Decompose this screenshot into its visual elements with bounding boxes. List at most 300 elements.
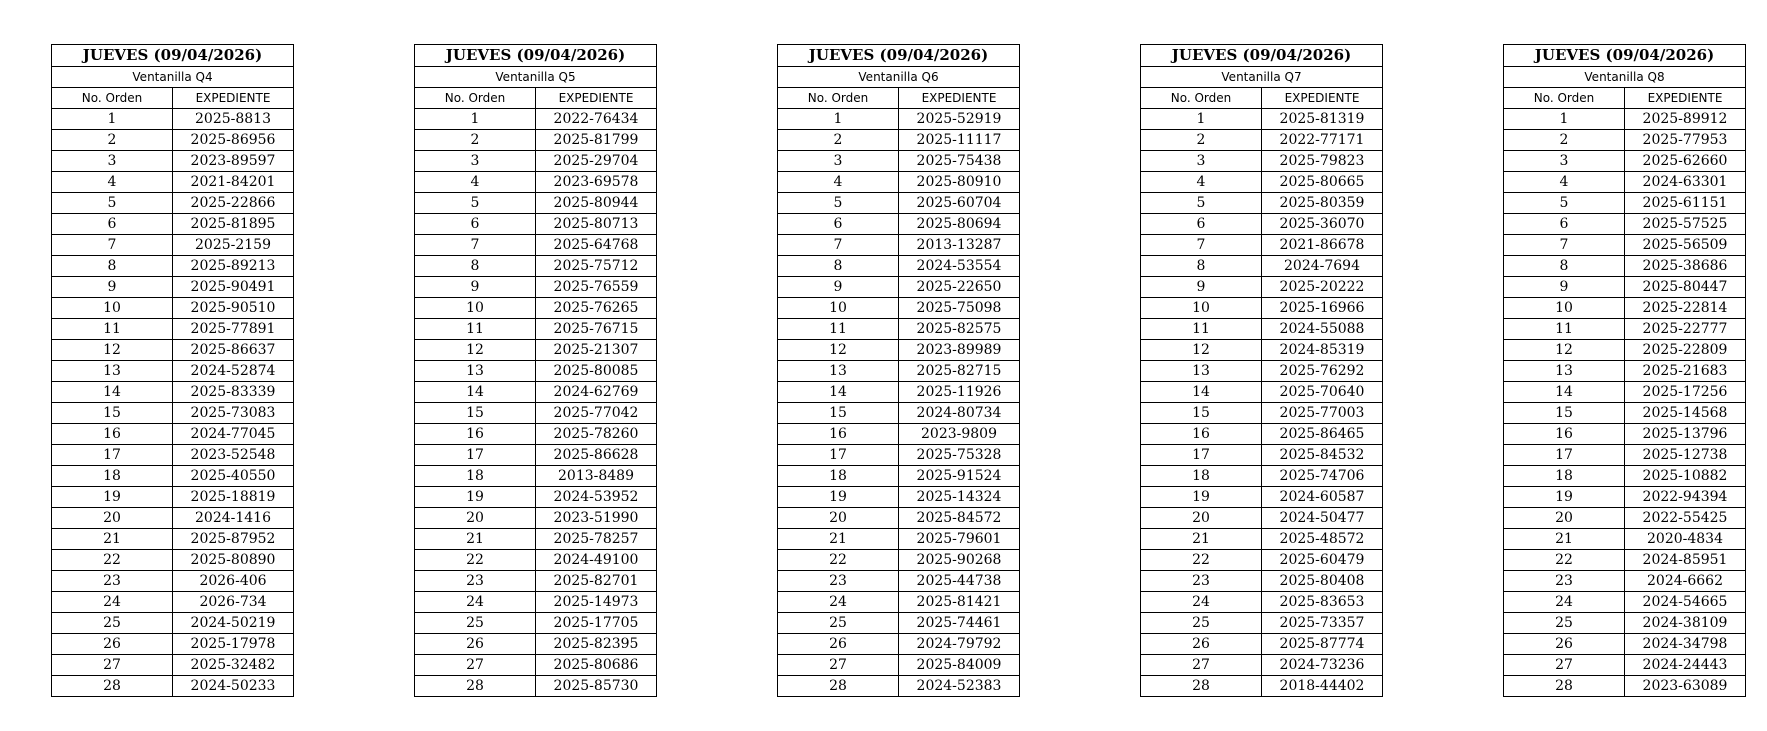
table-row xyxy=(1141,466,1383,487)
table-row xyxy=(778,550,1020,571)
expediente-value: 2024-49100 xyxy=(536,550,657,571)
expediente-value: 2024-1416 xyxy=(173,508,294,529)
table-row xyxy=(1141,613,1383,634)
table-row xyxy=(778,487,1020,508)
table-row xyxy=(52,403,294,424)
order-number: 15 xyxy=(415,403,536,424)
expediente-value: 2025-22809 xyxy=(1625,340,1746,361)
expediente-value: 2025-14324 xyxy=(899,487,1020,508)
order-number: 8 xyxy=(778,256,899,277)
day-row xyxy=(1141,45,1383,67)
order-number: 16 xyxy=(778,424,899,445)
header-row xyxy=(52,88,294,109)
expediente-value: 2024-34798 xyxy=(1625,634,1746,655)
order-number: 5 xyxy=(415,193,536,214)
expediente-value: 2025-77042 xyxy=(536,403,657,424)
column-header-expediente: EXPEDIENTE xyxy=(1262,88,1383,109)
order-number: 28 xyxy=(415,676,536,697)
order-number: 8 xyxy=(1141,256,1262,277)
table-row xyxy=(52,340,294,361)
order-number: 19 xyxy=(415,487,536,508)
order-number: 7 xyxy=(778,235,899,256)
column-header-orden: No. Orden xyxy=(52,88,173,109)
expediente-value: 2025-32482 xyxy=(173,655,294,676)
table-row xyxy=(415,592,657,613)
order-number: 25 xyxy=(1141,613,1262,634)
expediente-value: 2024-54665 xyxy=(1625,592,1746,613)
order-number: 26 xyxy=(1504,634,1625,655)
expediente-value: 2025-90491 xyxy=(173,277,294,298)
order-number: 23 xyxy=(415,571,536,592)
order-number: 1 xyxy=(1504,109,1625,130)
order-number: 26 xyxy=(52,634,173,655)
order-number: 23 xyxy=(778,571,899,592)
order-number: 2 xyxy=(778,130,899,151)
table-row xyxy=(415,424,657,445)
column-header-expediente: EXPEDIENTE xyxy=(536,88,657,109)
table-row xyxy=(415,403,657,424)
table-row xyxy=(1141,445,1383,466)
order-number: 28 xyxy=(778,676,899,697)
expediente-value: 2024-52383 xyxy=(899,676,1020,697)
expediente-value: 2025-29704 xyxy=(536,151,657,172)
table-row xyxy=(1504,466,1746,487)
table-row xyxy=(778,340,1020,361)
expediente-value: 2025-52919 xyxy=(899,109,1020,130)
table-row xyxy=(1504,529,1746,550)
order-number: 7 xyxy=(1504,235,1625,256)
expediente-value: 2020-4834 xyxy=(1625,529,1746,550)
order-number: 24 xyxy=(778,592,899,613)
order-number: 14 xyxy=(778,382,899,403)
table-row xyxy=(1141,529,1383,550)
day-row xyxy=(415,45,657,67)
table-row xyxy=(415,172,657,193)
order-number: 6 xyxy=(1141,214,1262,235)
expediente-value: 2025-82575 xyxy=(899,319,1020,340)
expediente-value: 2025-75098 xyxy=(899,298,1020,319)
order-number: 2 xyxy=(1504,130,1625,151)
column-header-expediente: EXPEDIENTE xyxy=(173,88,294,109)
expediente-value: 2025-2159 xyxy=(173,235,294,256)
expediente-value: 2025-76715 xyxy=(536,319,657,340)
expediente-value: 2024-52874 xyxy=(173,361,294,382)
order-number: 26 xyxy=(415,634,536,655)
window-row xyxy=(1504,67,1746,88)
order-number: 21 xyxy=(1504,529,1625,550)
header-row xyxy=(1141,88,1383,109)
table-row xyxy=(1141,172,1383,193)
table-row xyxy=(1141,592,1383,613)
expediente-value: 2025-79601 xyxy=(899,529,1020,550)
order-number: 25 xyxy=(415,613,536,634)
order-number: 5 xyxy=(778,193,899,214)
order-number: 21 xyxy=(415,529,536,550)
order-number: 25 xyxy=(1504,613,1625,634)
table-row xyxy=(1504,403,1746,424)
table-row xyxy=(1504,445,1746,466)
table-row xyxy=(1504,130,1746,151)
expediente-value: 2025-86628 xyxy=(536,445,657,466)
table-row xyxy=(778,214,1020,235)
table-row xyxy=(1504,109,1746,130)
order-number: 23 xyxy=(1504,571,1625,592)
expediente-value: 2025-87952 xyxy=(173,529,294,550)
table-row xyxy=(415,298,657,319)
table-row xyxy=(778,298,1020,319)
table-row xyxy=(1504,487,1746,508)
expediente-value: 2025-20222 xyxy=(1262,277,1383,298)
expediente-value: 2023-9809 xyxy=(899,424,1020,445)
column-header-orden: No. Orden xyxy=(415,88,536,109)
order-number: 28 xyxy=(1504,676,1625,697)
order-number: 2 xyxy=(415,130,536,151)
order-number: 5 xyxy=(1141,193,1262,214)
expediente-value: 2018-44402 xyxy=(1262,676,1383,697)
expediente-value: 2025-80447 xyxy=(1625,277,1746,298)
expediente-value: 2025-14973 xyxy=(536,592,657,613)
table-row xyxy=(1504,340,1746,361)
expediente-value: 2024-77045 xyxy=(173,424,294,445)
order-number: 18 xyxy=(52,466,173,487)
table-row xyxy=(415,235,657,256)
expediente-value: 2025-76559 xyxy=(536,277,657,298)
order-number: 5 xyxy=(52,193,173,214)
expediente-value: 2025-73357 xyxy=(1262,613,1383,634)
order-number: 18 xyxy=(778,466,899,487)
order-number: 9 xyxy=(778,277,899,298)
order-number: 9 xyxy=(52,277,173,298)
order-number: 5 xyxy=(1504,193,1625,214)
order-number: 16 xyxy=(1504,424,1625,445)
table-row xyxy=(1504,634,1746,655)
day-row xyxy=(52,45,294,67)
day-row xyxy=(778,45,1020,67)
table-row xyxy=(1141,487,1383,508)
order-number: 19 xyxy=(1141,487,1262,508)
order-number: 15 xyxy=(52,403,173,424)
order-number: 13 xyxy=(778,361,899,382)
expediente-value: 2024-60587 xyxy=(1262,487,1383,508)
expediente-value: 2025-77891 xyxy=(173,319,294,340)
order-number: 7 xyxy=(52,235,173,256)
table-row xyxy=(1141,634,1383,655)
expediente-value: 2025-80686 xyxy=(536,655,657,676)
table-row xyxy=(1141,382,1383,403)
table-row xyxy=(1141,298,1383,319)
order-number: 1 xyxy=(1141,109,1262,130)
expediente-value: 2024-79792 xyxy=(899,634,1020,655)
expediente-value: 2024-85319 xyxy=(1262,340,1383,361)
order-number: 10 xyxy=(1504,298,1625,319)
expediente-value: 2025-17256 xyxy=(1625,382,1746,403)
table-row xyxy=(1141,214,1383,235)
day-title: JUEVES (09/04/2026) xyxy=(52,45,294,67)
expediente-value: 2025-85730 xyxy=(536,676,657,697)
order-number: 28 xyxy=(52,676,173,697)
expediente-value: 2023-63089 xyxy=(1625,676,1746,697)
expediente-value: 2025-60479 xyxy=(1262,550,1383,571)
table-row xyxy=(778,319,1020,340)
day-title: JUEVES (09/04/2026) xyxy=(778,45,1020,67)
table-row xyxy=(1504,592,1746,613)
queue-table-q8 xyxy=(1503,44,1746,697)
expediente-value: 2025-18819 xyxy=(173,487,294,508)
table-row xyxy=(52,172,294,193)
order-number: 11 xyxy=(1141,319,1262,340)
expediente-value: 2025-84572 xyxy=(899,508,1020,529)
expediente-value: 2025-48572 xyxy=(1262,529,1383,550)
table-row xyxy=(1141,676,1383,697)
expediente-value: 2024-73236 xyxy=(1262,655,1383,676)
order-number: 8 xyxy=(1504,256,1625,277)
expediente-value: 2026-734 xyxy=(173,592,294,613)
table-row xyxy=(52,592,294,613)
order-number: 24 xyxy=(1141,592,1262,613)
table-row xyxy=(415,487,657,508)
order-number: 15 xyxy=(1141,403,1262,424)
order-number: 3 xyxy=(778,151,899,172)
order-number: 1 xyxy=(778,109,899,130)
table-row xyxy=(52,319,294,340)
table-row xyxy=(1141,655,1383,676)
order-number: 7 xyxy=(1141,235,1262,256)
table-row xyxy=(415,382,657,403)
table-row xyxy=(415,613,657,634)
expediente-value: 2025-80713 xyxy=(536,214,657,235)
expediente-value: 2025-11117 xyxy=(899,130,1020,151)
table-row xyxy=(1504,172,1746,193)
order-number: 3 xyxy=(1504,151,1625,172)
table-row xyxy=(778,109,1020,130)
expediente-value: 2025-75328 xyxy=(899,445,1020,466)
table-row xyxy=(1141,256,1383,277)
table-row xyxy=(415,676,657,697)
table-row xyxy=(1504,676,1746,697)
expediente-value: 2025-16966 xyxy=(1262,298,1383,319)
queue-table-q6 xyxy=(777,44,1020,697)
expediente-value: 2024-80734 xyxy=(899,403,1020,424)
window-row xyxy=(1141,67,1383,88)
expediente-value: 2025-64768 xyxy=(536,235,657,256)
expediente-value: 2025-83339 xyxy=(173,382,294,403)
order-number: 23 xyxy=(1141,571,1262,592)
expediente-value: 2024-50477 xyxy=(1262,508,1383,529)
order-number: 12 xyxy=(778,340,899,361)
header-row xyxy=(1504,88,1746,109)
order-number: 1 xyxy=(52,109,173,130)
table-row xyxy=(778,424,1020,445)
expediente-value: 2024-6662 xyxy=(1625,571,1746,592)
expediente-value: 2025-76265 xyxy=(536,298,657,319)
expediente-value: 2024-85951 xyxy=(1625,550,1746,571)
column-header-expediente: EXPEDIENTE xyxy=(1625,88,1746,109)
order-number: 9 xyxy=(1141,277,1262,298)
table-row xyxy=(1504,193,1746,214)
order-number: 16 xyxy=(415,424,536,445)
expediente-value: 2025-81895 xyxy=(173,214,294,235)
day-title: JUEVES (09/04/2026) xyxy=(1504,45,1746,67)
table-row xyxy=(52,634,294,655)
table-row xyxy=(1504,256,1746,277)
expediente-value: 2024-55088 xyxy=(1262,319,1383,340)
expediente-value: 2021-86678 xyxy=(1262,235,1383,256)
expediente-value: 2025-44738 xyxy=(899,571,1020,592)
table-row xyxy=(778,571,1020,592)
expediente-value: 2025-87774 xyxy=(1262,634,1383,655)
order-number: 17 xyxy=(778,445,899,466)
expediente-value: 2024-38109 xyxy=(1625,613,1746,634)
expediente-value: 2024-50233 xyxy=(173,676,294,697)
table-row xyxy=(52,655,294,676)
table-row xyxy=(415,193,657,214)
order-number: 9 xyxy=(415,277,536,298)
table-row xyxy=(415,109,657,130)
expediente-value: 2025-79823 xyxy=(1262,151,1383,172)
order-number: 17 xyxy=(52,445,173,466)
order-number: 16 xyxy=(52,424,173,445)
order-number: 24 xyxy=(1504,592,1625,613)
expediente-value: 2024-50219 xyxy=(173,613,294,634)
expediente-value: 2025-81421 xyxy=(899,592,1020,613)
table-row xyxy=(1504,361,1746,382)
order-number: 2 xyxy=(1141,130,1262,151)
table-row xyxy=(52,466,294,487)
table-row xyxy=(1141,277,1383,298)
window-row xyxy=(415,67,657,88)
order-number: 23 xyxy=(52,571,173,592)
order-number: 3 xyxy=(1141,151,1262,172)
order-number: 28 xyxy=(1141,676,1262,697)
order-number: 21 xyxy=(52,529,173,550)
expediente-value: 2025-10882 xyxy=(1625,466,1746,487)
order-number: 14 xyxy=(1504,382,1625,403)
expediente-value: 2025-76292 xyxy=(1262,361,1383,382)
header-row xyxy=(778,88,1020,109)
table-row xyxy=(778,361,1020,382)
table-row xyxy=(1504,277,1746,298)
expediente-value: 2024-24443 xyxy=(1625,655,1746,676)
table-row xyxy=(1141,109,1383,130)
table-row xyxy=(1504,235,1746,256)
expediente-value: 2025-75712 xyxy=(536,256,657,277)
order-number: 25 xyxy=(52,613,173,634)
expediente-value: 2013-13287 xyxy=(899,235,1020,256)
expediente-value: 2023-89597 xyxy=(173,151,294,172)
table-row xyxy=(52,361,294,382)
window-row xyxy=(52,67,294,88)
table-row xyxy=(778,676,1020,697)
table-row xyxy=(415,256,657,277)
window-label: Ventanilla Q7 xyxy=(1141,67,1383,88)
column-header-orden: No. Orden xyxy=(778,88,899,109)
table-row xyxy=(415,634,657,655)
table-row xyxy=(778,655,1020,676)
expediente-value: 2025-80408 xyxy=(1262,571,1383,592)
table-row xyxy=(52,277,294,298)
table-row xyxy=(415,445,657,466)
expediente-value: 2022-77171 xyxy=(1262,130,1383,151)
expediente-value: 2025-74461 xyxy=(899,613,1020,634)
table-row xyxy=(778,508,1020,529)
table-row xyxy=(415,529,657,550)
expediente-value: 2025-80665 xyxy=(1262,172,1383,193)
day-row xyxy=(1504,45,1746,67)
expediente-value: 2025-84009 xyxy=(899,655,1020,676)
expediente-value: 2025-80359 xyxy=(1262,193,1383,214)
order-number: 22 xyxy=(1141,550,1262,571)
table-row xyxy=(52,193,294,214)
table-row xyxy=(778,151,1020,172)
table-row xyxy=(1141,361,1383,382)
window-label: Ventanilla Q4 xyxy=(52,67,294,88)
order-number: 14 xyxy=(1141,382,1262,403)
order-number: 22 xyxy=(778,550,899,571)
table-row xyxy=(415,277,657,298)
order-number: 4 xyxy=(415,172,536,193)
order-number: 16 xyxy=(1141,424,1262,445)
order-number: 27 xyxy=(1141,655,1262,676)
table-row xyxy=(415,151,657,172)
expediente-value: 2025-80085 xyxy=(536,361,657,382)
order-number: 20 xyxy=(52,508,173,529)
table-row xyxy=(415,361,657,382)
table-row xyxy=(1141,403,1383,424)
order-number: 10 xyxy=(1141,298,1262,319)
table-row xyxy=(778,634,1020,655)
table-row xyxy=(1504,655,1746,676)
order-number: 20 xyxy=(778,508,899,529)
order-number: 17 xyxy=(1504,445,1625,466)
order-number: 24 xyxy=(415,592,536,613)
expediente-value: 2025-86956 xyxy=(173,130,294,151)
expediente-value: 2025-80694 xyxy=(899,214,1020,235)
table-row xyxy=(1504,424,1746,445)
table-row xyxy=(415,571,657,592)
table-row xyxy=(415,340,657,361)
table-row xyxy=(415,466,657,487)
expediente-value: 2023-51990 xyxy=(536,508,657,529)
column-header-orden: No. Orden xyxy=(1504,88,1625,109)
table-row xyxy=(778,445,1020,466)
expediente-value: 2022-94394 xyxy=(1625,487,1746,508)
expediente-value: 2025-89912 xyxy=(1625,109,1746,130)
table-row xyxy=(778,172,1020,193)
order-number: 26 xyxy=(778,634,899,655)
column-header-orden: No. Orden xyxy=(1141,88,1262,109)
order-number: 3 xyxy=(415,151,536,172)
order-number: 13 xyxy=(1141,361,1262,382)
order-number: 20 xyxy=(1141,508,1262,529)
expediente-value: 2025-91524 xyxy=(899,466,1020,487)
table-row xyxy=(52,487,294,508)
order-number: 11 xyxy=(778,319,899,340)
order-number: 21 xyxy=(778,529,899,550)
order-number: 13 xyxy=(415,361,536,382)
table-row xyxy=(52,445,294,466)
expediente-value: 2025-17978 xyxy=(173,634,294,655)
table-row xyxy=(1141,340,1383,361)
expediente-value: 2025-17705 xyxy=(536,613,657,634)
expediente-value: 2025-80944 xyxy=(536,193,657,214)
order-number: 11 xyxy=(52,319,173,340)
expediente-value: 2025-21683 xyxy=(1625,361,1746,382)
expediente-value: 2023-52548 xyxy=(173,445,294,466)
order-number: 19 xyxy=(1504,487,1625,508)
expediente-value: 2025-90510 xyxy=(173,298,294,319)
order-number: 22 xyxy=(52,550,173,571)
expediente-value: 2025-22866 xyxy=(173,193,294,214)
